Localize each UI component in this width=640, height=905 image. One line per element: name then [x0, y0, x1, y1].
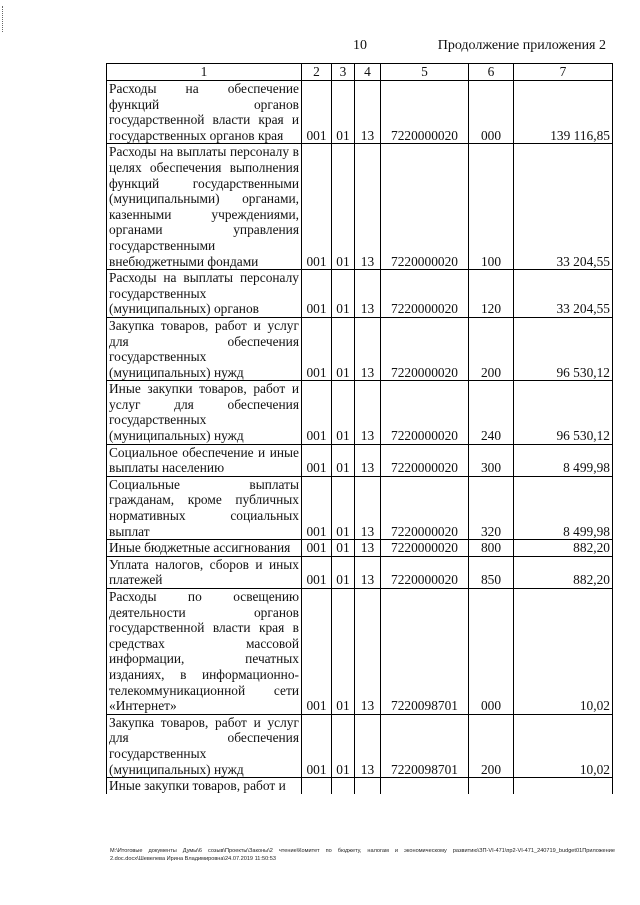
code-col-5: 7220000020 [381, 540, 469, 557]
code-col-4: 13 [355, 270, 381, 318]
expense-name: Закупка товаров, работ и услуг для обеспечения государственных (муниципальных) нужд [107, 714, 302, 777]
code-col-2: 001 [302, 444, 332, 476]
page-edge-mark [2, 6, 5, 32]
table-header-row [107, 64, 613, 81]
code-col-5: 7220000020 [381, 476, 469, 539]
code-col-2 [302, 778, 332, 794]
code-col-2: 001 [302, 714, 332, 777]
code-col-3: 01 [332, 476, 355, 539]
code-col-5: 7220000020 [381, 317, 469, 380]
amount: 139 116,85 [514, 81, 613, 144]
document-file-path-footer: M:\Итоговые документы Думы\6 созыв\Проекты\Законы\2 чтение\Комитет по бюджету, налогам и экономическому развитию\ЗП-VI-471\пр2-VI-471_240719_budget01Приложение 2.doc.docx\Шевелева Ирина Владимировна\24.07.2019 11:50:53 [110, 848, 615, 862]
code-col-5: 7220000020 [381, 556, 469, 588]
code-col-5: 7220000020 [381, 270, 469, 318]
code-col-6: 000 [469, 81, 514, 144]
table-row [107, 778, 613, 794]
code-col-2: 001 [302, 540, 332, 557]
code-col-6: 120 [469, 270, 514, 318]
code-col-2: 001 [302, 476, 332, 539]
table-row [107, 381, 613, 444]
code-col-2: 001 [302, 381, 332, 444]
code-col-6: 000 [469, 589, 514, 715]
code-col-4: 13 [355, 714, 381, 777]
amount: 882,20 [514, 556, 613, 588]
expense-name: Расходы на выплаты персоналу в целях обеспечения выполнения функций государственными (муниципальными) органами, казенными учреждениями, органами управления государственными внебюджетными фондами [107, 144, 302, 270]
appendix-continuation-label: Продолжение приложения 2 [437, 38, 606, 53]
code-col-5: 7220000020 [381, 144, 469, 270]
code-col-2: 001 [302, 556, 332, 588]
code-col-3: 01 [332, 589, 355, 715]
column-header: 7 [514, 64, 613, 81]
amount: 10,02 [514, 589, 613, 715]
table-body [107, 81, 613, 794]
column-header: 4 [355, 64, 381, 81]
code-col-3: 01 [332, 556, 355, 588]
code-col-3: 01 [332, 444, 355, 476]
expense-name: Расходы на выплаты персоналу государственных (муниципальных) органов [107, 270, 302, 318]
code-col-5: 7220098701 [381, 714, 469, 777]
column-header: 6 [469, 64, 514, 81]
code-col-4: 13 [355, 540, 381, 557]
code-col-4 [355, 778, 381, 794]
amount: 8 499,98 [514, 444, 613, 476]
code-col-5: 7220000020 [381, 81, 469, 144]
column-header: 2 [302, 64, 332, 81]
code-col-6 [469, 778, 514, 794]
code-col-5 [381, 778, 469, 794]
code-col-4: 13 [355, 556, 381, 588]
code-col-2: 001 [302, 270, 332, 318]
code-col-4: 13 [355, 81, 381, 144]
expense-name: Иные закупки товаров, работ и услуг для обеспечения государственных (муниципальных) нужд [107, 381, 302, 444]
table-row [107, 317, 613, 380]
code-col-6: 850 [469, 556, 514, 588]
code-col-3: 01 [332, 317, 355, 380]
code-col-6: 800 [469, 540, 514, 557]
code-col-3: 01 [332, 540, 355, 557]
code-col-6: 300 [469, 444, 514, 476]
code-col-4: 13 [355, 144, 381, 270]
code-col-4: 13 [355, 589, 381, 715]
code-col-5: 7220098701 [381, 589, 469, 715]
amount: 8 499,98 [514, 476, 613, 539]
table-row [107, 270, 613, 318]
expense-name: Расходы на обеспечение функций органов государственной власти края и государственных органов края [107, 81, 302, 144]
code-col-2: 001 [302, 144, 332, 270]
code-col-2: 001 [302, 317, 332, 380]
expense-name: Расходы по освещению деятельности органов государственной власти края в средствах массовой информации, печатных изданиях, в информационно-телекоммуникационной сети «Интернет» [107, 589, 302, 715]
table-row [107, 589, 613, 715]
column-header: 3 [332, 64, 355, 81]
amount: 96 530,12 [514, 381, 613, 444]
expense-name: Социальные выплаты гражданам, кроме публичных нормативных социальных выплат [107, 476, 302, 539]
table-row [107, 556, 613, 588]
code-col-5: 7220000020 [381, 381, 469, 444]
code-col-4: 13 [355, 476, 381, 539]
page-number: 10 [353, 38, 367, 53]
code-col-2: 001 [302, 81, 332, 144]
amount: 882,20 [514, 540, 613, 557]
table-row [107, 81, 613, 144]
column-header: 1 [107, 64, 302, 81]
expense-name: Закупка товаров, работ и услуг для обеспечения государственных (муниципальных) нужд [107, 317, 302, 380]
code-col-6: 100 [469, 144, 514, 270]
code-col-4: 13 [355, 444, 381, 476]
amount [514, 778, 613, 794]
code-col-3: 01 [332, 81, 355, 144]
table-row [107, 444, 613, 476]
code-col-2: 001 [302, 589, 332, 715]
code-col-6: 200 [469, 714, 514, 777]
table-row [107, 540, 613, 557]
code-col-3: 01 [332, 144, 355, 270]
code-col-5: 7220000020 [381, 444, 469, 476]
amount: 33 204,55 [514, 270, 613, 318]
budget-table [106, 63, 613, 794]
code-col-3: 01 [332, 714, 355, 777]
expense-name: Социальное обеспечение и иные выплаты населению [107, 444, 302, 476]
table-row [107, 144, 613, 270]
code-col-3 [332, 778, 355, 794]
code-col-4: 13 [355, 317, 381, 380]
amount: 33 204,55 [514, 144, 613, 270]
table-row [107, 714, 613, 777]
amount: 96 530,12 [514, 317, 613, 380]
amount: 10,02 [514, 714, 613, 777]
code-col-3: 01 [332, 270, 355, 318]
code-col-6: 200 [469, 317, 514, 380]
expense-name: Уплата налогов, сборов и иных платежей [107, 556, 302, 588]
expense-name: Иные бюджетные ассигнования [107, 540, 302, 557]
column-header: 5 [381, 64, 469, 81]
code-col-3: 01 [332, 381, 355, 444]
table-row [107, 476, 613, 539]
expense-name: Иные закупки товаров, работ и [107, 778, 302, 794]
code-col-6: 240 [469, 381, 514, 444]
code-col-6: 320 [469, 476, 514, 539]
code-col-4: 13 [355, 381, 381, 444]
